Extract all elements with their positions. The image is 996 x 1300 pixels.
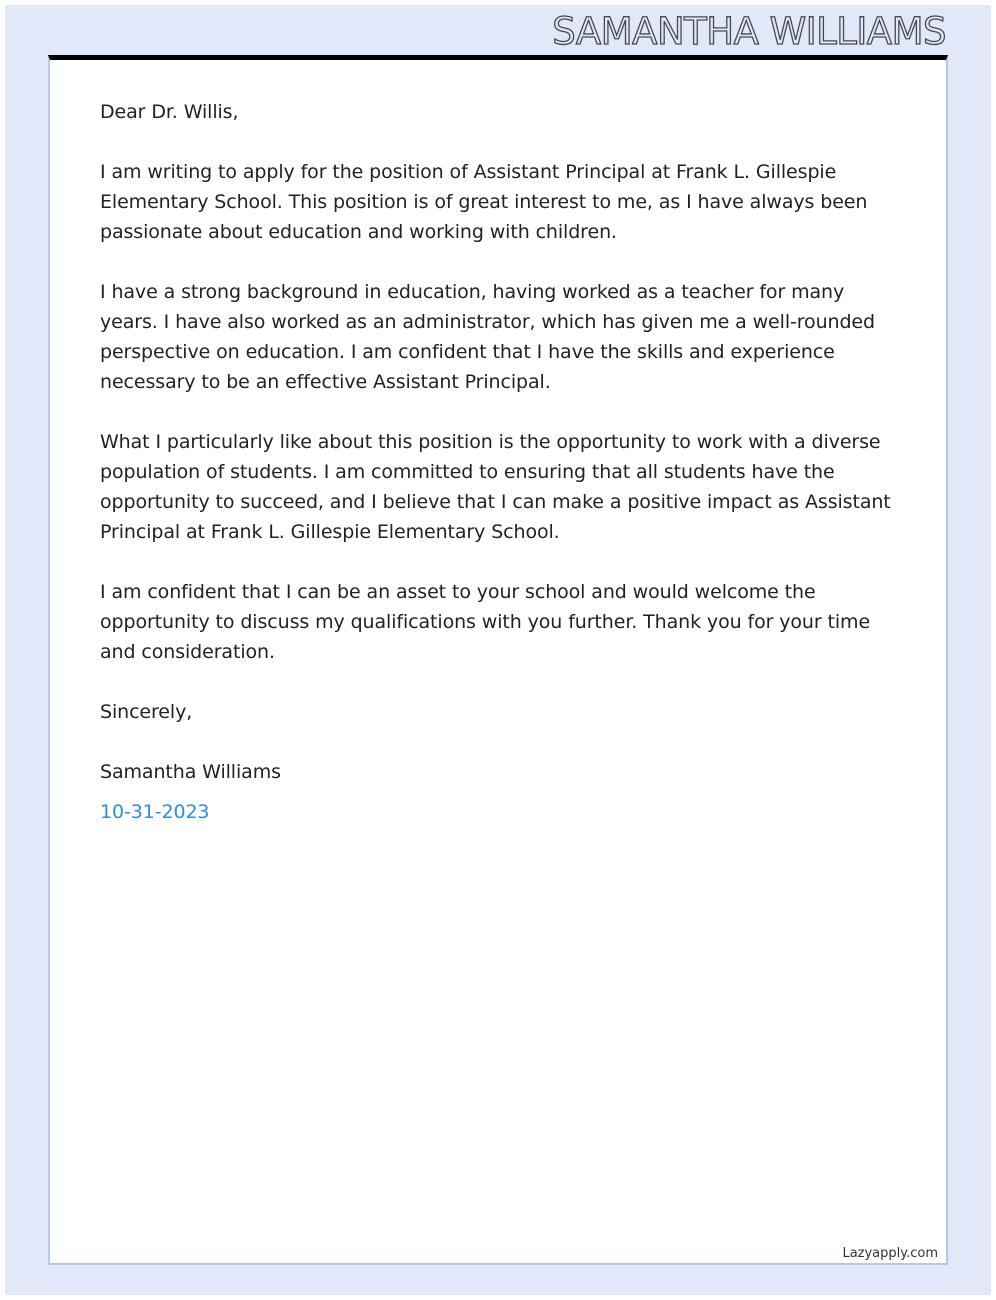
letter-body bbox=[100, 97, 900, 827]
salutation: Dear Dr. Willis, bbox=[100, 101, 239, 123]
paragraph-intro: I am writing to apply for the position of Assistant Principal at Frank L. Gillespie Elementary School. This position is of great interest to me, as I have always been passionate about education and working with children. bbox=[100, 161, 868, 243]
signature-name: Samantha Williams bbox=[100, 761, 281, 783]
paragraph-motivation: What I particularly like about this position is the opportunity to work with a diverse population of students. I am committed to ensuring that all students have the opportunity to succeed, and I believe that I can make a positive impact as Assistant Principal at Frank L. Gillespie Elementary School. bbox=[100, 431, 891, 543]
applicant-name-header: SAMANTHA WILLIAMS bbox=[552, 10, 946, 53]
letter-paper bbox=[48, 55, 948, 1265]
paragraph-background: I have a strong background in education, having worked as a teacher for many years. I have also worked as an administrator, which has given me a well-rounded perspective on education. I am confident that I have the skills and experience necessary to be an effective Assistant Principal. bbox=[100, 281, 875, 393]
paragraph-closing: I am confident that I can be an asset to your school and would welcome the opportunity to discuss my qualifications with you further. Thank you for your time and consideration. bbox=[100, 581, 871, 663]
watermark: Lazyapply.com bbox=[842, 1246, 938, 1261]
letter-date: 10-31-2023 bbox=[100, 801, 210, 823]
closing: Sincerely, bbox=[100, 701, 193, 723]
